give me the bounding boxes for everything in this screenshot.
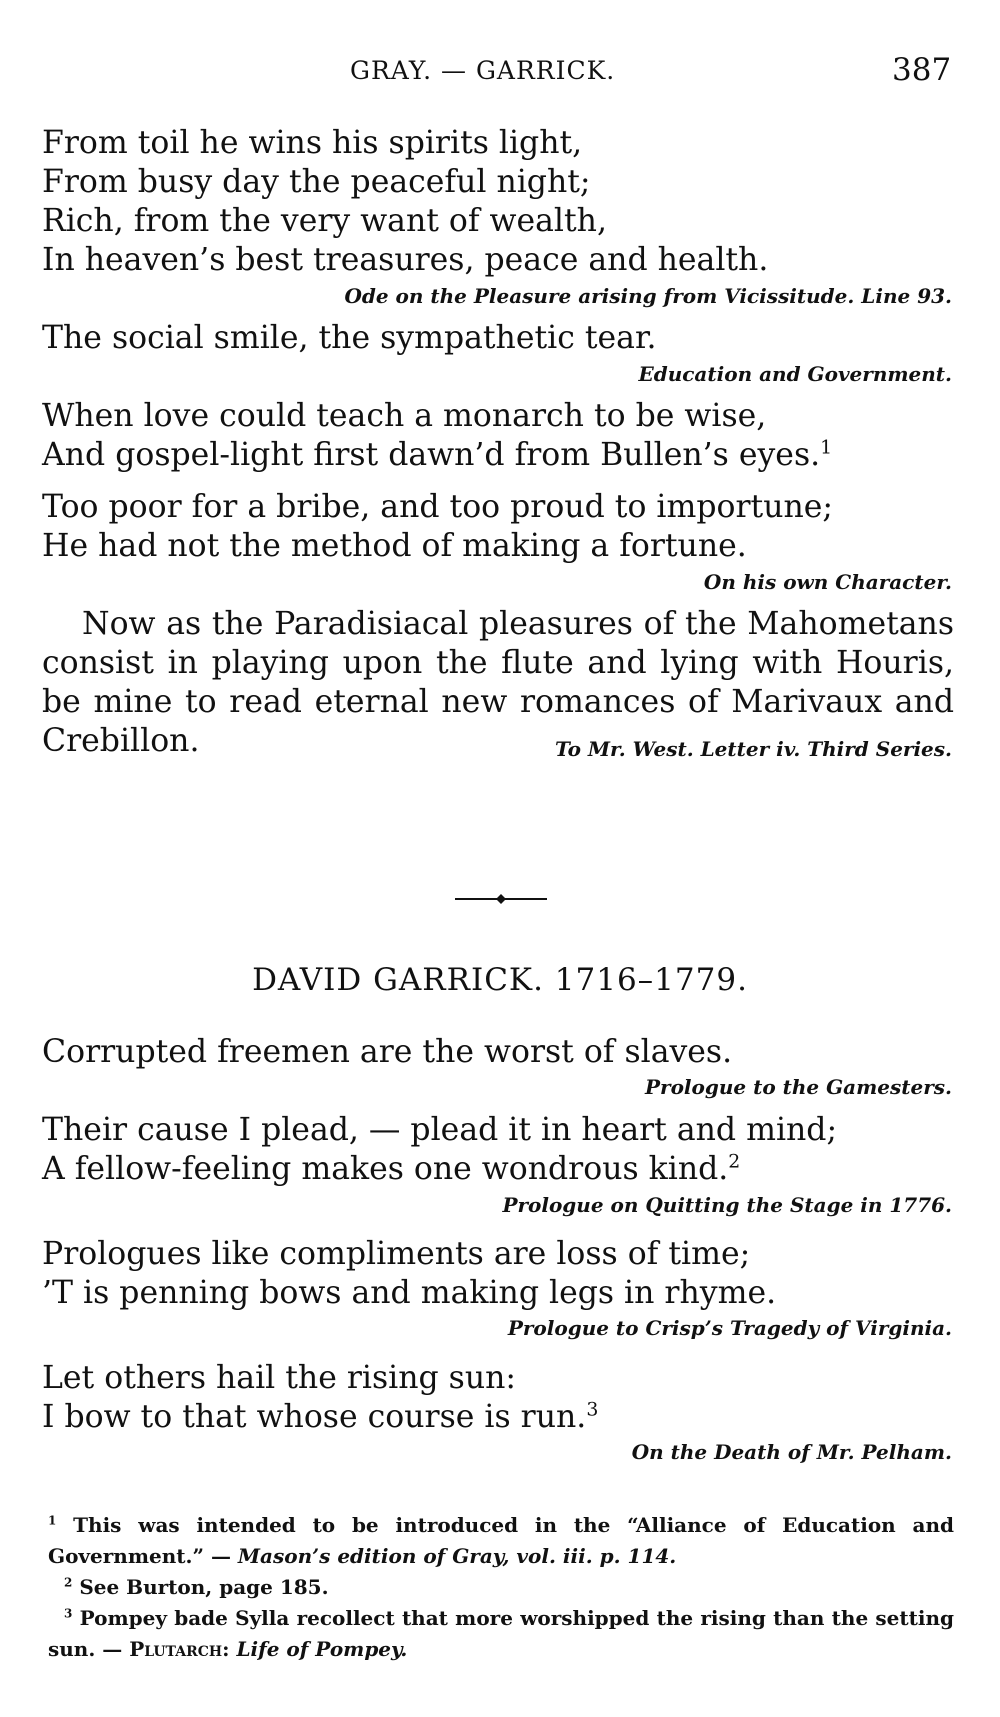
verse-line: Corrupted freemen are the worst of slaves. [42,1034,733,1070]
citation: To Mr. West. Letter iv. Third Series. [554,737,952,761]
verse-line: Prologues like compliments are loss of time; [42,1236,751,1272]
footnote-mark: 3 [586,1398,599,1421]
footnote-mark: 1 [820,436,833,459]
citation: On the Death of Mr. Pelham. [631,1440,952,1464]
verse-line: The social smile, the sympathetic tear. [42,320,657,356]
page-number: 387 [892,52,952,88]
verse-line: From busy day the peaceful night; [42,164,591,200]
citation: Prologue to the Gamesters. [645,1075,952,1099]
section-title: DAVID GARRICK. 1716–1779. [252,962,748,998]
ornament-divider [455,894,547,904]
prose-paragraph: Now as the Paradisiacal pleasures of the Mahometans consist in playing upon the flute and lying with Houris, be mine to read eternal new romances of Marivaux and Crebillon. [42,606,954,759]
running-head-title: GRAY. — GARRICK. [350,56,616,85]
citation: On his own Character. [703,570,952,594]
verse-line: And gospel-light first dawn’d from Bullen’s eyes.$^1$ [42,436,833,473]
verse-line: Rich, from the very want of wealth, [42,203,607,239]
footnote: $^2$ See Burton, page 185. [64,1575,329,1599]
verse-line: When love could teach a monarch to be wise, [42,398,767,434]
verse-line: I bow to that whose course is run.$^3$ [42,1398,599,1435]
citation: Ode on the Pleasure arising from Vicissitude. Line 93. [344,284,952,308]
verse-line: Their cause I plead, — plead it in heart and mind; [42,1112,838,1148]
verse-line: ’T is penning bows and making legs in rhyme. [42,1275,777,1311]
verse-line: In heaven’s best treasures, peace and health. [42,242,769,278]
citation: Education and Government. [638,362,952,386]
verse-line: A fellow-feeling makes one wondrous kind.$^2$ [42,1150,741,1187]
footnote-mark: 2 [728,1150,741,1173]
citation: Prologue to Crisp’s Tragedy of Virginia. [507,1316,952,1340]
verse-line: From toil he wins his spirits light, [42,125,583,161]
verse-line: He had not the method of making a fortune. [42,528,747,564]
verse-line: Too poor for a bribe, and too proud to importune; [42,489,834,525]
footnote: $^1$ This was intended to be introduced in the “Alliance of Education and Government.” — Mason’s edition of Gray, vol. iii. p. 114. [48,1513,954,1568]
verse-line: Let others hail the rising sun: [42,1360,517,1396]
footnote: $^3$ Pompey bade Sylla recollect that more worshipped the rising than the setting sun. — Plutarch: Life of Pompey. [48,1606,955,1661]
citation: Prologue on Quitting the Stage in 1776. [502,1193,952,1217]
